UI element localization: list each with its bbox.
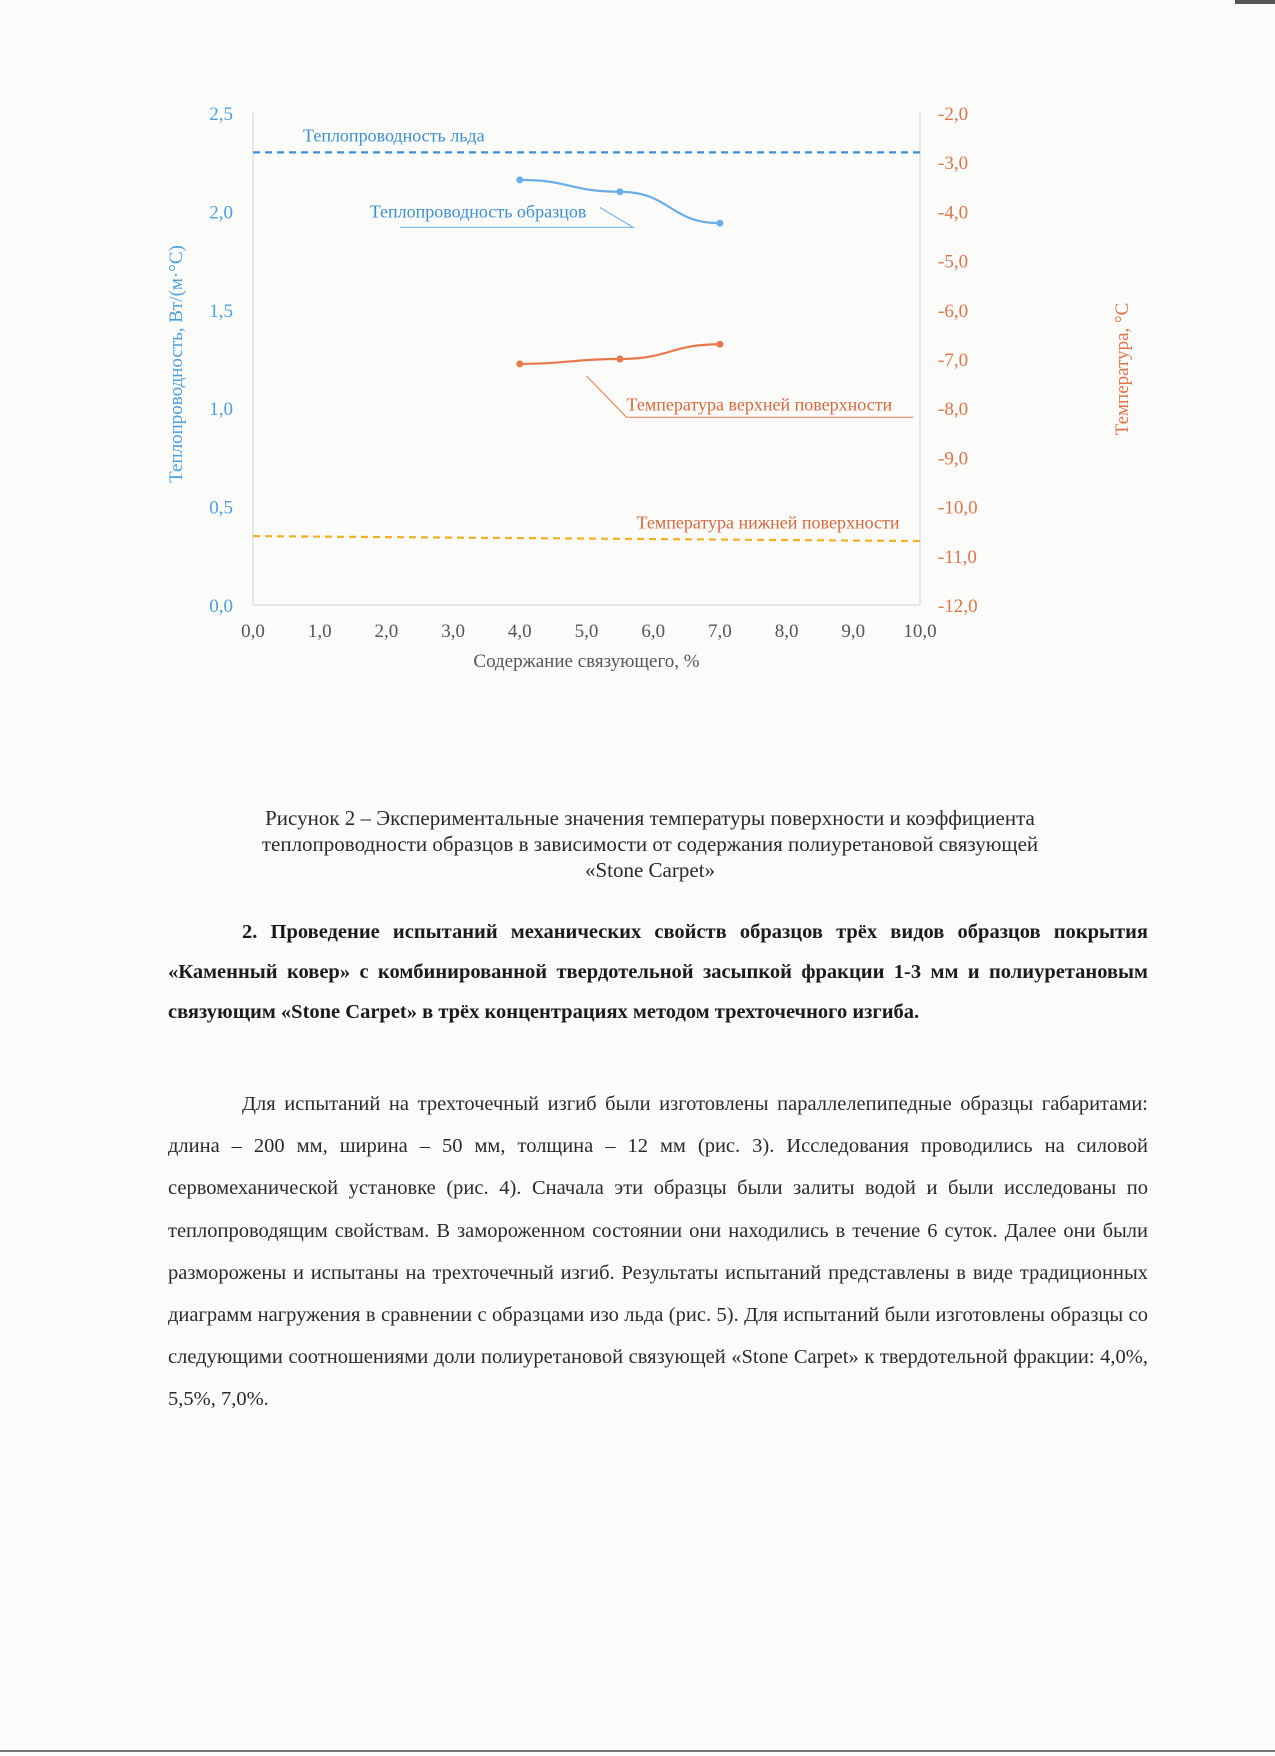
y-left-tick-label: 1,5 bbox=[209, 300, 233, 322]
figure-chart bbox=[150, 104, 1133, 765]
y-right-tick-label: -8,0 bbox=[938, 399, 969, 421]
y-right-tick-label: -4,0 bbox=[938, 202, 969, 224]
y-right-tick-label: -2,0 bbox=[938, 104, 969, 125]
series-line bbox=[253, 536, 920, 541]
caption-line-1: Рисунок 2 – Экспериментальные значения температуры поверхности и коэффициента bbox=[265, 806, 1035, 830]
corner-mark bbox=[1235, 0, 1275, 4]
data-point bbox=[616, 356, 623, 363]
y-right-tick-label: -7,0 bbox=[938, 350, 969, 371]
figure-caption bbox=[150, 805, 1150, 883]
caption-line-3: «Stone Carpet» bbox=[584, 858, 716, 882]
chart-svg bbox=[150, 104, 1133, 765]
y-right-tick-label: -9,0 bbox=[938, 448, 969, 470]
y-axis-right-title: Температура, °С bbox=[1112, 302, 1133, 436]
data-point bbox=[716, 341, 723, 348]
x-tick-label: 6,0 bbox=[641, 621, 666, 642]
y-right-tick-label: -10,0 bbox=[938, 497, 978, 519]
section-heading: 2. Проведение испытаний механических свойств образцов трёх видов образцов покрытия «Каменный ковер» с комбинированной твердотельной засыпкой фракции 1-3 мм и полиуретановым связующим «Stone Carpet» в трёх концентрациях методом трехточечного изгиба. bbox=[168, 921, 1148, 1023]
data-point bbox=[616, 188, 623, 195]
bottom-border-line bbox=[0, 1750, 1275, 1752]
y-right-tick-label: -3,0 bbox=[938, 153, 969, 175]
data-point bbox=[516, 360, 523, 367]
y-left-tick-label: 2,5 bbox=[209, 104, 233, 125]
series-label: Температура верхней поверхности bbox=[626, 394, 893, 415]
body-paragraph: Для испытаний на трехточечный изгиб были изготовлены параллелепипедные образцы габаритами: длина – 200 мм, ширина – 50 мм, толщина – 12 мм (рис. 3). Исследования проводились на силовой сервомеханической установке (рис. 4). Сначала эти образцы были залиты водой и были исследованы по теплопроводящим свойствам. В замороженном состоянии они находились в течение 6 суток. Далее они были разморожены и испытаны на трехточечный изгиб. Результаты испытаний представлены в виде традиционных диаграмм нагружения в сравнении с образцами изо льда (рис. 5). Для испытаний были изготовлены образцы со следующими соотношениями доли полиуретановой связующей «Stone Carpet» к твердотельной фракции: 4,0%, 5,5%, 7,0%. bbox=[168, 1093, 1148, 1411]
x-axis-title: Содержание связующего, % bbox=[473, 651, 700, 672]
series-label: Температура нижней поверхности bbox=[636, 512, 900, 533]
caption-line-2: теплопроводности образцов в зависимости от содержания полиуретановой связующей bbox=[261, 832, 1039, 856]
data-point bbox=[516, 176, 523, 183]
y-right-tick-label: -6,0 bbox=[938, 300, 969, 322]
x-tick-label: 7,0 bbox=[708, 621, 732, 642]
y-right-tick-label: -11,0 bbox=[938, 546, 977, 568]
series-label: Теплопроводность образцов bbox=[369, 201, 587, 222]
x-tick-label: 5,0 bbox=[574, 621, 599, 642]
x-tick-label: 4,0 bbox=[507, 621, 532, 642]
x-tick-label: 3,0 bbox=[441, 621, 465, 642]
y-left-tick-label: 0,0 bbox=[209, 596, 233, 617]
y-left-tick-label: 2,0 bbox=[209, 202, 233, 224]
series-label: Теплопроводность льда bbox=[303, 125, 485, 146]
x-tick-label: 1,0 bbox=[307, 621, 332, 642]
y-right-tick-label: -12,0 bbox=[938, 596, 978, 617]
data-point bbox=[716, 220, 723, 227]
x-tick-label: 10,0 bbox=[903, 621, 937, 642]
x-tick-label: 8,0 bbox=[774, 621, 799, 642]
y-left-tick-label: 1,0 bbox=[209, 399, 233, 421]
x-tick-label: 2,0 bbox=[374, 621, 399, 642]
x-tick-label: 9,0 bbox=[841, 621, 866, 642]
y-left-tick-label: 0,5 bbox=[209, 497, 233, 519]
y-right-tick-label: -5,0 bbox=[938, 251, 969, 273]
y-axis-left-title: Теплопроводность, Вт/(м·°С) bbox=[166, 245, 187, 483]
x-tick-label: 0,0 bbox=[241, 621, 265, 642]
